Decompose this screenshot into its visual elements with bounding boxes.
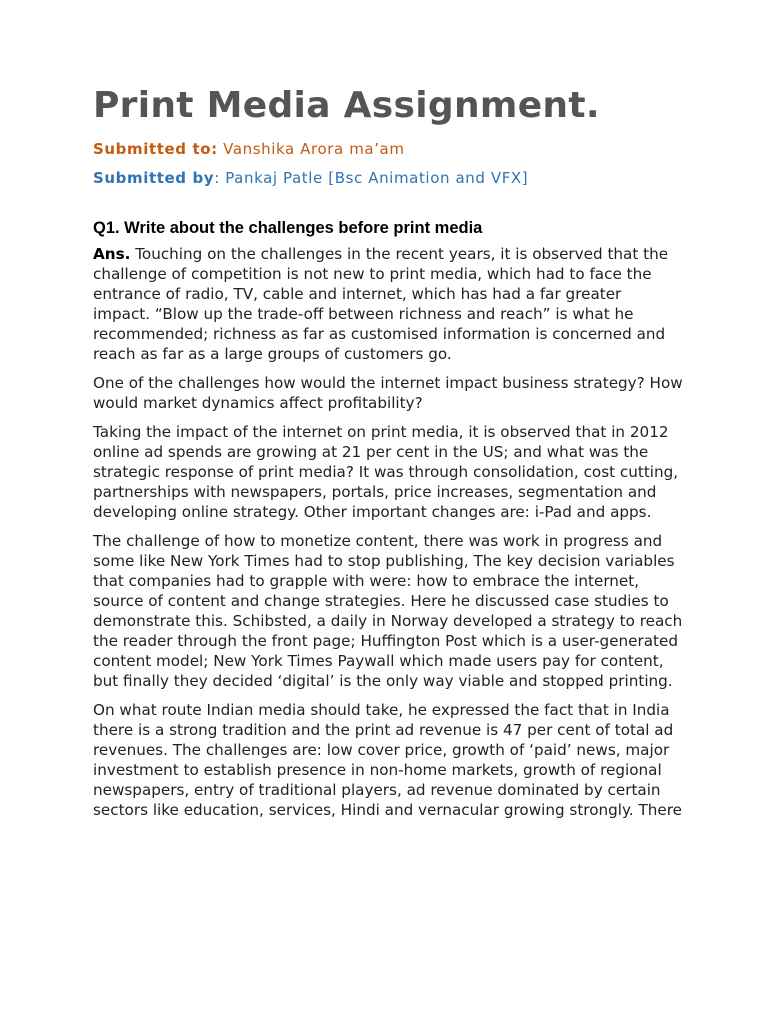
submitted-to-line — [93, 138, 683, 160]
body-paragraph: The challenge of how to monetize content, there was work in progress and some like New York Times had to stop publishing, The key decision variables that companies had to grapple with were: how to embrace the internet, source of content and change strategies. Here he discussed case studies to demonstrate this. Schibsted, a daily in Norway developed a strategy to reach the reader through the front page; Huffington Post which is a user-generated content model; New York Times Paywall which made users pay for content, but finally they decided ‘digital’ is the only way viable and stopped printing. — [93, 532, 683, 690]
answer-paragraph — [93, 245, 683, 364]
document-page — [93, 82, 683, 830]
question-heading: Q1. Write about the challenges before print media — [93, 219, 483, 237]
submitted-to-label: Submitted to: — [93, 140, 218, 158]
document-title: Print Media Assignment. — [93, 85, 600, 126]
body-paragraph: One of the challenges how would the internet impact business strategy? How would market dynamics affect profitability? — [93, 373, 683, 412]
submitted-by-line — [93, 167, 683, 189]
body-paragraph: Taking the impact of the internet on print media, it is observed that in 2012 online ad spends are growing at 21 per cent in the US; and what was the strategic response of print media? It was through consolidation, cost cutting, partnerships with newspapers, portals, price increases, segmentation and developing online strategy. Other important changes are: i-Pad and apps. — [93, 423, 679, 521]
answer-label: Ans. — [93, 245, 131, 263]
body-paragraph: On what route Indian media should take, he expressed the fact that in India there is a strong tradition and the print ad revenue is 47 per cent of total ad revenues. The challenges are: low cover price, growth of ‘paid’ news, major investment to establish presence in non-home markets, growth of regional newspapers, entry of traditional players, ad revenue dominated by certain sectors like education, services, Hindi and vernacular growing strongly. There — [93, 701, 682, 819]
submitted-by-label: Submitted by — [93, 169, 215, 187]
submitted-by-value: : Pankaj Patle [Bsc Animation and VFX] — [214, 169, 529, 187]
paragraph-text: Touching on the challenges in the recent years, it is observed that the challenge of competition is not new to print media, which had to face the entrance of radio, TV, cable and internet, which has had a far greater impact. “Blow up the trade-off between richness and reach” is what he recommended; richness as far as customised information is concerned and reach as far as a large groups of customers go. — [93, 245, 669, 363]
submitted-to-value: Vanshika Arora ma’am — [217, 140, 405, 158]
